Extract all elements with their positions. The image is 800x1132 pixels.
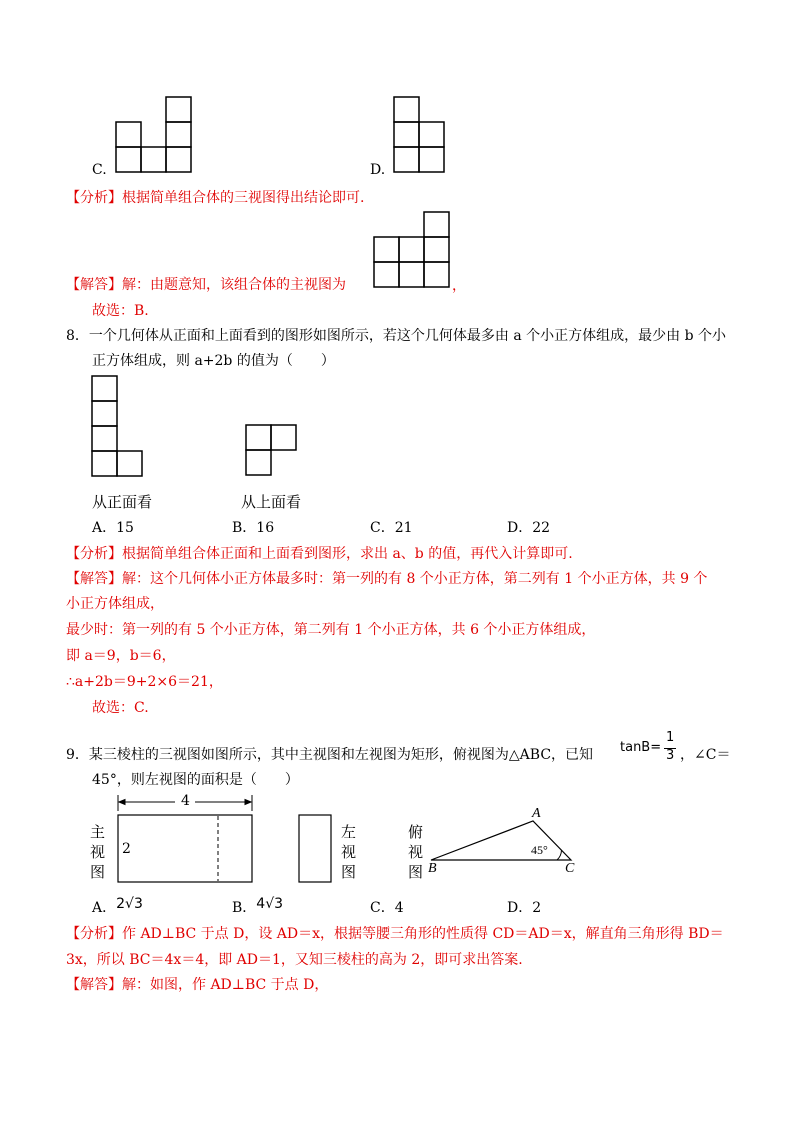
q8-caption-top: 从上面看 [241,493,302,511]
q9-analysis-line2: 3x，所以 BC＝4x＝4，即 AD＝1，又知三棱柱的高为 2，即可求出答案. [66,952,523,968]
q8-choice: 故选：C. [92,700,149,716]
q9-option-d: D．2 [507,900,542,916]
q7-answer: 【解答】解：由题意知，该组合体的主视图为 [66,277,346,293]
q9-left-view-char: 视 [341,843,357,861]
q9-left-view-label [341,822,357,882]
q9-option-b-label: B． [232,900,257,916]
q9-vertex-c: C [565,861,575,876]
q9-option-a-label: A． [92,900,117,916]
q9-vertex-a: A [532,806,541,821]
q9-main-view-char: 视 [90,843,106,861]
q9-top-view-char: 图 [408,863,424,881]
q8-front-view-figure [91,375,151,481]
q9-tan-den: 3 [666,748,675,763]
q8-option-c: C．21 [370,520,413,536]
q8-option-b: B．16 [232,520,275,536]
q9-analysis-line1: 【分析】作 AD⊥BC 于点 D，设 AD＝x，根据等腰三角形的性质得 CD＝AD＝x，解直角三角形得 BD＝ [66,926,724,942]
q8-option-a: A．15 [92,520,134,536]
q9-main-view-figure [117,814,253,884]
q9-top-view-label [408,822,424,882]
q9-top-view-char: 视 [408,843,424,861]
q9-left-view-char: 左 [341,823,357,841]
q9-triangle-figure [425,818,575,863]
q9-vertex-b: B [428,861,437,876]
q9-main-view-label [90,822,106,882]
q8-analysis: 【分析】根据简单组合体正面和上面看到图形，求出 a、b 的值，再代入计算即可. [66,546,573,562]
q7-option-d-label: D. [370,162,386,178]
q8-option-d: D．22 [507,520,551,536]
q8-answer-line1: 【解答】解：这个几何体小正方体最多时：第一列的有 8 个小正方体，第二列有 1 个小正方体，共 9 个 [66,571,708,587]
q7-choice: 故选：B. [92,303,149,319]
q9-answer-line1: 【解答】解：如图，作 AD⊥BC 于点 D， [66,977,329,993]
q9-option-a [92,898,143,918]
q9-option-c: C．4 [370,900,404,916]
q9-stem-angle: ，∠C＝ [680,747,731,763]
q9-left-view-char: 图 [341,863,357,881]
q9-angle-label: 45° [531,843,548,857]
q9-stem-line2: 45°，则左视图的面积是（ ） [92,772,299,788]
q7-answer-suffix: ， [452,278,466,294]
q8-answer-line3: 最少时：第一列的有 5 个小正方体，第二列有 1 个小正方体，共 6 个小正方体组成， [66,622,596,638]
q9-tan-label: tanB= [620,740,662,755]
q7-option-c-figure [115,96,195,176]
q9-dim-side-label: 2 [122,841,131,857]
q9-option-b-value: 4√3 [256,896,284,912]
q9-dim-top-label: 4 [181,793,190,809]
q8-answer-line2: 小正方体组成， [66,596,164,612]
q8-stem-line1: 8．一个几何体从正面和上面看到的图形如图所示，若这个几何体最多由 a 个小正方体组成，最少由 b 个小 [66,328,727,344]
q7-option-c-label: C. [92,162,107,178]
q7-answer-figure [373,211,453,291]
q9-main-view-char: 图 [90,863,106,881]
q8-stem-line2: 正方体组成，则 a+2b 的值为（ ） [92,353,335,369]
q9-option-b [232,898,283,918]
q9-main-view-char: 主 [90,823,106,841]
q8-answer-line5: ∴a+2b＝9+2×6＝21， [66,674,223,690]
q9-stem-line1: 9．某三棱柱的三视图如图所示，其中主视图和左视图为矩形，俯视图为△ABC，已知 [66,747,594,763]
q9-left-view-figure [298,814,334,884]
q8-answer-line4: 即 a＝9，b＝6， [66,648,176,664]
q8-top-view-figure [245,424,305,480]
q7-analysis: 【分析】根据简单组合体的三视图得出结论即可. [66,190,365,206]
q9-option-a-value: 2√3 [116,896,143,912]
q8-caption-front: 从正面看 [92,493,153,511]
q9-top-view-char: 俯 [408,823,424,841]
q9-tan-num: 1 [666,730,675,745]
q7-option-d-figure [393,96,453,176]
